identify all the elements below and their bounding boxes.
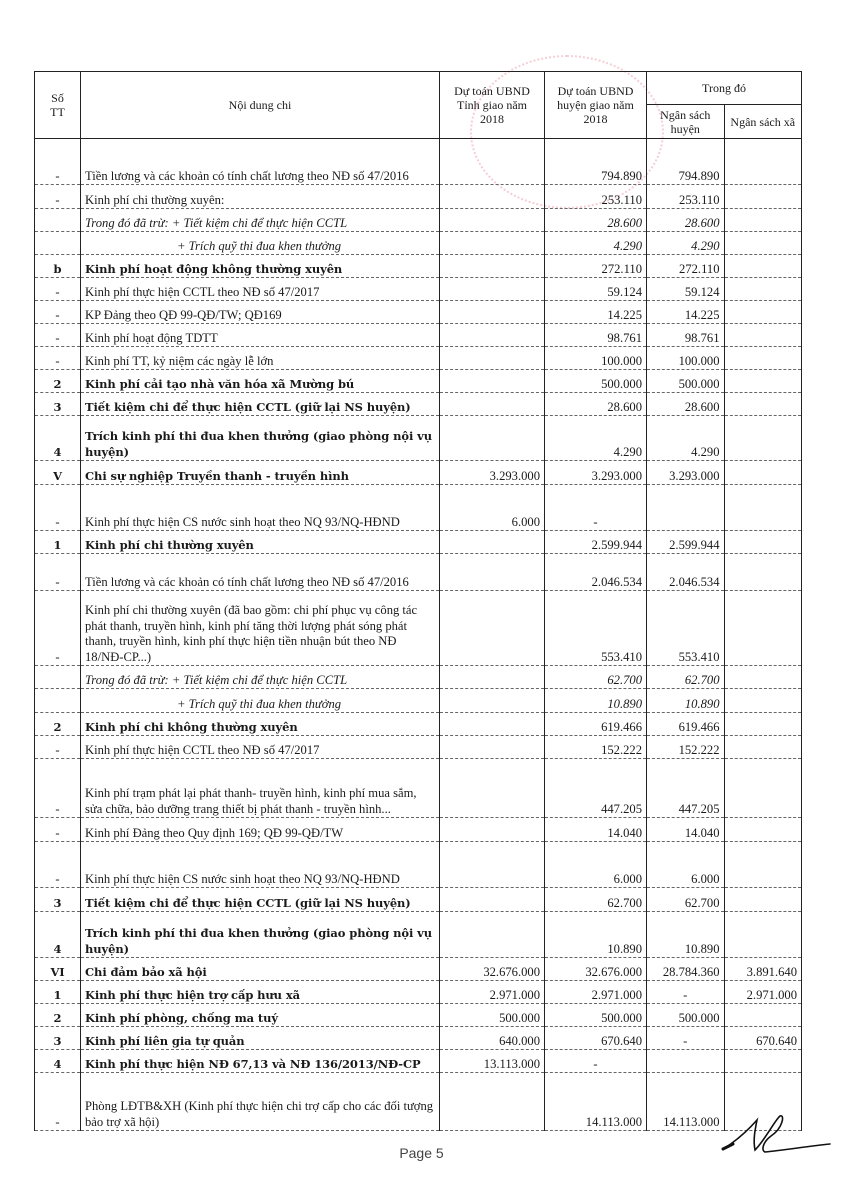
row-du-toan-huyen: 500.000 [545, 370, 647, 393]
row-du-toan-tinh: 640.000 [440, 1027, 545, 1050]
table-row [35, 1004, 802, 1027]
table-row [35, 912, 802, 958]
row-ngan-sach-xa: 670.640 [724, 1027, 802, 1050]
row-ngan-sach-xa [724, 278, 802, 301]
row-content: Phòng LĐTB&XH (Kinh phí thực hiện chi trợ cấp cho các đối tượng bảo trợ xã hội) [81, 1073, 440, 1131]
row-content: Kinh phí Đảng theo Quy định 169; QĐ 99-QĐ/TW [81, 818, 440, 842]
row-ngan-sach-xa [724, 1004, 802, 1027]
row-number: - [35, 842, 81, 888]
row-ngan-sach-xa [724, 713, 802, 736]
row-ngan-sach-xa: 2.971.000 [724, 981, 802, 1004]
row-ngan-sach-huyen: 28.784.360 [647, 958, 725, 981]
row-du-toan-huyen: 152.222 [545, 736, 647, 759]
row-du-toan-huyen: 62.700 [545, 888, 647, 912]
row-ngan-sach-xa: 3.891.640 [724, 958, 802, 981]
table-row [35, 531, 802, 554]
row-content: Chi đảm bảo xã hội [81, 958, 440, 981]
row-content: Kinh phí chi thường xuyên: [81, 185, 440, 209]
row-content: Kinh phí TT, kỷ niệm các ngày lễ lớn [81, 347, 440, 370]
row-ngan-sach-xa [724, 1050, 802, 1073]
row-du-toan-tinh [440, 666, 545, 689]
table-row [35, 139, 802, 185]
row-ngan-sach-huyen [647, 485, 725, 531]
row-content: Trích kinh phí thi đua khen thưởng (giao phòng nội vụ huyện) [81, 912, 440, 958]
row-ngan-sach-huyen: 28.600 [647, 393, 725, 416]
row-ngan-sach-huyen: 2.046.534 [647, 554, 725, 591]
row-du-toan-tinh: 6.000 [440, 485, 545, 531]
row-ngan-sach-huyen: 62.700 [647, 666, 725, 689]
table-row [35, 461, 802, 485]
row-du-toan-huyen: 100.000 [545, 347, 647, 370]
row-du-toan-huyen: 4.290 [545, 416, 647, 461]
row-number [35, 689, 81, 713]
row-content: Kinh phí hoạt động không thường xuyên [81, 255, 440, 278]
row-ngan-sach-huyen: 4.290 [647, 232, 725, 255]
row-du-toan-huyen: 62.700 [545, 666, 647, 689]
row-ngan-sach-xa [724, 591, 802, 666]
row-du-toan-tinh [440, 255, 545, 278]
table-row [35, 958, 802, 981]
row-content: KP Đảng theo QĐ 99-QĐ/TW; QĐ169 [81, 301, 440, 324]
row-du-toan-huyen: 619.466 [545, 713, 647, 736]
row-du-toan-huyen: 14.040 [545, 818, 647, 842]
row-du-toan-huyen: 3.293.000 [545, 461, 647, 485]
row-ngan-sach-huyen: 98.761 [647, 324, 725, 347]
table-row [35, 736, 802, 759]
row-du-toan-huyen: 28.600 [545, 393, 647, 416]
row-number: - [35, 818, 81, 842]
row-ngan-sach-huyen: 272.110 [647, 255, 725, 278]
row-du-toan-huyen: - [545, 1050, 647, 1073]
row-ngan-sach-huyen: 794.890 [647, 139, 725, 185]
row-du-toan-tinh [440, 347, 545, 370]
table-row [35, 416, 802, 461]
row-ngan-sach-huyen: 28.600 [647, 209, 725, 232]
row-ngan-sach-huyen: 500.000 [647, 1004, 725, 1027]
row-number: - [35, 759, 81, 818]
row-content: Kinh phí thực hiện CS nước sinh hoạt theo NQ 93/NQ-HĐND [81, 485, 440, 531]
table-row [35, 255, 802, 278]
row-number: 4 [35, 416, 81, 461]
row-du-toan-huyen: 98.761 [545, 324, 647, 347]
row-ngan-sach-huyen: 447.205 [647, 759, 725, 818]
table-row [35, 347, 802, 370]
row-content: Kinh phí chi thường xuyên [81, 531, 440, 554]
row-number: - [35, 301, 81, 324]
row-du-toan-tinh: 3.293.000 [440, 461, 545, 485]
table-row [35, 485, 802, 531]
row-content: Tiết kiệm chi để thực hiện CCTL (giữ lại NS huyện) [81, 888, 440, 912]
row-ngan-sach-xa [724, 232, 802, 255]
row-content: Tiết kiệm chi để thực hiện CCTL (giữ lại NS huyện) [81, 393, 440, 416]
row-ngan-sach-xa [724, 912, 802, 958]
row-ngan-sach-xa [724, 531, 802, 554]
row-content: Kinh phí thực hiện CCTL theo NĐ số 47/2017 [81, 278, 440, 301]
row-number: 4 [35, 912, 81, 958]
header-ngan-sach-huyen: Ngân sách huyện [647, 105, 725, 139]
row-du-toan-tinh [440, 554, 545, 591]
table-row [35, 370, 802, 393]
row-du-toan-tinh [440, 232, 545, 255]
table-row [35, 324, 802, 347]
row-du-toan-huyen: 500.000 [545, 1004, 647, 1027]
row-du-toan-huyen: 447.205 [545, 759, 647, 818]
row-ngan-sach-xa [724, 370, 802, 393]
row-content: Kinh phí hoạt động TDTT [81, 324, 440, 347]
table-row [35, 1027, 802, 1050]
row-ngan-sach-xa [724, 301, 802, 324]
row-number: - [35, 324, 81, 347]
row-number: 3 [35, 1027, 81, 1050]
row-ngan-sach-huyen: 14.225 [647, 301, 725, 324]
row-number [35, 666, 81, 689]
row-ngan-sach-xa [724, 255, 802, 278]
row-ngan-sach-huyen: 253.110 [647, 185, 725, 209]
row-du-toan-tinh [440, 818, 545, 842]
table-row [35, 301, 802, 324]
row-ngan-sach-huyen: 14.113.000 [647, 1073, 725, 1131]
row-ngan-sach-xa [724, 139, 802, 185]
row-ngan-sach-huyen: 152.222 [647, 736, 725, 759]
row-ngan-sach-huyen: 10.890 [647, 689, 725, 713]
signature-icon [705, 1110, 835, 1160]
row-du-toan-huyen: 4.290 [545, 232, 647, 255]
table-row [35, 842, 802, 888]
row-number: - [35, 554, 81, 591]
row-du-toan-tinh [440, 278, 545, 301]
row-ngan-sach-huyen: 10.890 [647, 912, 725, 958]
row-du-toan-huyen: 670.640 [545, 1027, 647, 1050]
row-du-toan-tinh [440, 370, 545, 393]
row-content: Kinh phí thực hiện NĐ 67,13 và NĐ 136/2013/NĐ-CP [81, 1050, 440, 1073]
table-row [35, 554, 802, 591]
row-du-toan-huyen: 253.110 [545, 185, 647, 209]
row-ngan-sach-huyen: 4.290 [647, 416, 725, 461]
table-row [35, 185, 802, 209]
row-du-toan-tinh [440, 416, 545, 461]
row-du-toan-huyen: 28.600 [545, 209, 647, 232]
row-number: 1 [35, 981, 81, 1004]
row-ngan-sach-huyen: 500.000 [647, 370, 725, 393]
row-du-toan-huyen: 2.599.944 [545, 531, 647, 554]
row-du-toan-huyen: 10.890 [545, 912, 647, 958]
row-content: Tiền lương và các khoản có tính chất lương theo NĐ số 47/2016 [81, 139, 440, 185]
row-du-toan-huyen: 6.000 [545, 842, 647, 888]
row-ngan-sach-xa [724, 416, 802, 461]
row-du-toan-tinh [440, 842, 545, 888]
row-number: VI [35, 958, 81, 981]
row-ngan-sach-xa [724, 736, 802, 759]
row-number: 2 [35, 370, 81, 393]
row-ngan-sach-huyen: 100.000 [647, 347, 725, 370]
row-du-toan-tinh [440, 888, 545, 912]
row-ngan-sach-huyen [647, 1050, 725, 1073]
row-number: - [35, 139, 81, 185]
row-number: - [35, 485, 81, 531]
row-ngan-sach-xa [724, 759, 802, 818]
row-number: 3 [35, 888, 81, 912]
row-ngan-sach-huyen: 6.000 [647, 842, 725, 888]
row-number: b [35, 255, 81, 278]
row-number [35, 232, 81, 255]
row-number: - [35, 278, 81, 301]
row-content: Kinh phí thực hiện trợ cấp hưu xã [81, 981, 440, 1004]
row-du-toan-tinh: 13.113.000 [440, 1050, 545, 1073]
row-content: Tiền lương và các khoản có tính chất lương theo NĐ số 47/2016 [81, 554, 440, 591]
row-content: Kinh phí thực hiện CCTL theo NĐ số 47/2017 [81, 736, 440, 759]
table-row [35, 981, 802, 1004]
row-du-toan-huyen: 2.971.000 [545, 981, 647, 1004]
row-ngan-sach-huyen: - [647, 1027, 725, 1050]
header-ngan-sach-xa: Ngân sách xã [724, 105, 802, 139]
table-row [35, 1050, 802, 1073]
row-number: 4 [35, 1050, 81, 1073]
row-ngan-sach-xa [724, 818, 802, 842]
row-content: Kinh phí phòng, chống ma tuý [81, 1004, 440, 1027]
row-du-toan-tinh [440, 591, 545, 666]
row-du-toan-huyen: 32.676.000 [545, 958, 647, 981]
row-ngan-sach-huyen: 14.040 [647, 818, 725, 842]
row-content: Kinh phí trạm phát lại phát thanh- truyền hình, kinh phí mua sắm, sửa chữa, bảo dưỡng trang thiết bị phát thanh - truyền hình... [81, 759, 440, 818]
row-du-toan-huyen: 14.113.000 [545, 1073, 647, 1131]
row-number: - [35, 347, 81, 370]
row-du-toan-huyen: - [545, 485, 647, 531]
table-row [35, 591, 802, 666]
row-ngan-sach-huyen: 2.599.944 [647, 531, 725, 554]
header-stt-label: Số TT [50, 91, 65, 119]
row-content: Kinh phí thực hiện CS nước sinh hoạt theo NQ 93/NQ-HĐND [81, 842, 440, 888]
table-row [35, 689, 802, 713]
table-row [35, 818, 802, 842]
row-ngan-sach-huyen: 619.466 [647, 713, 725, 736]
row-ngan-sach-xa [724, 666, 802, 689]
row-du-toan-tinh [440, 209, 545, 232]
row-du-toan-tinh [440, 689, 545, 713]
row-number: - [35, 1073, 81, 1131]
row-ngan-sach-xa [724, 689, 802, 713]
row-ngan-sach-xa [724, 324, 802, 347]
row-content: Kinh phí liên gia tự quản [81, 1027, 440, 1050]
row-du-toan-tinh: 2.971.000 [440, 981, 545, 1004]
row-number: - [35, 591, 81, 666]
row-content: Trong đó đã trừ: + Tiết kiệm chi để thực hiện CCTL [81, 209, 440, 232]
table-row [35, 1073, 802, 1131]
row-number: 2 [35, 713, 81, 736]
row-du-toan-tinh: 500.000 [440, 1004, 545, 1027]
row-du-toan-tinh [440, 185, 545, 209]
row-content: Kinh phí chi không thường xuyên [81, 713, 440, 736]
budget-table-body [35, 139, 802, 1131]
row-du-toan-huyen: 794.890 [545, 139, 647, 185]
row-content: Trong đó đã trừ: + Tiết kiệm chi để thực hiện CCTL [81, 666, 440, 689]
row-du-toan-tinh [440, 324, 545, 347]
budget-table [34, 71, 802, 1131]
row-content: Chi sự nghiệp Truyền thanh - truyền hình [81, 461, 440, 485]
row-du-toan-huyen: 10.890 [545, 689, 647, 713]
row-ngan-sach-xa [724, 554, 802, 591]
row-number: - [35, 185, 81, 209]
row-du-toan-tinh: 32.676.000 [440, 958, 545, 981]
row-number: 3 [35, 393, 81, 416]
table-row [35, 393, 802, 416]
row-du-toan-tinh [440, 301, 545, 324]
row-du-toan-tinh [440, 531, 545, 554]
row-ngan-sach-xa [724, 185, 802, 209]
row-du-toan-tinh [440, 1073, 545, 1131]
row-content: + Trích quỹ thi đua khen thưởng [81, 689, 440, 713]
table-row [35, 759, 802, 818]
row-du-toan-huyen: 272.110 [545, 255, 647, 278]
row-content: Kinh phí chi thường xuyên (đã bao gồm: chi phí phục vụ công tác phát thanh, truyền hình, kinh phí tăng thời lượng phát sóng phát thanh, truyền hình, kinh phí thực hiện tiền nhuận bút theo NĐ 18/NĐ-CP...) [81, 591, 440, 666]
row-ngan-sach-xa [724, 842, 802, 888]
table-row [35, 713, 802, 736]
row-number: - [35, 736, 81, 759]
row-content: + Trích quỹ thi đua khen thưởng [81, 232, 440, 255]
header-du-toan-huyen: Dự toán UBND huyện giao năm 2018 [545, 72, 647, 139]
row-ngan-sach-huyen: 553.410 [647, 591, 725, 666]
table-row [35, 209, 802, 232]
row-ngan-sach-xa [724, 393, 802, 416]
table-row [35, 232, 802, 255]
row-ngan-sach-huyen: 3.293.000 [647, 461, 725, 485]
row-ngan-sach-xa [724, 485, 802, 531]
row-ngan-sach-xa [724, 347, 802, 370]
row-content: Kinh phí cải tạo nhà văn hóa xã Mường bú [81, 370, 440, 393]
page-number: Page 5 [399, 1145, 444, 1161]
row-ngan-sach-xa [724, 209, 802, 232]
table-row [35, 278, 802, 301]
header-stt [35, 72, 81, 139]
row-du-toan-huyen: 2.046.534 [545, 554, 647, 591]
row-number: 2 [35, 1004, 81, 1027]
row-du-toan-tinh [440, 139, 545, 185]
row-ngan-sach-xa [724, 461, 802, 485]
row-number: V [35, 461, 81, 485]
row-du-toan-tinh [440, 736, 545, 759]
row-ngan-sach-huyen: 62.700 [647, 888, 725, 912]
row-du-toan-tinh [440, 759, 545, 818]
row-du-toan-tinh [440, 393, 545, 416]
row-du-toan-tinh [440, 912, 545, 958]
row-ngan-sach-huyen: 59.124 [647, 278, 725, 301]
row-du-toan-huyen: 59.124 [545, 278, 647, 301]
row-content: Trích kinh phí thi đua khen thưởng (giao phòng nội vụ huyện) [81, 416, 440, 461]
header-trong-do: Trong đó [647, 72, 802, 105]
row-number: 1 [35, 531, 81, 554]
row-du-toan-huyen: 553.410 [545, 591, 647, 666]
table-row [35, 666, 802, 689]
table-row [35, 888, 802, 912]
header-content: Nội dung chi [81, 72, 440, 139]
header-du-toan-tinh: Dự toán UBND Tỉnh giao năm 2018 [440, 72, 545, 139]
row-du-toan-tinh [440, 713, 545, 736]
row-ngan-sach-huyen: - [647, 981, 725, 1004]
row-number [35, 209, 81, 232]
row-ngan-sach-xa [724, 888, 802, 912]
row-du-toan-huyen: 14.225 [545, 301, 647, 324]
